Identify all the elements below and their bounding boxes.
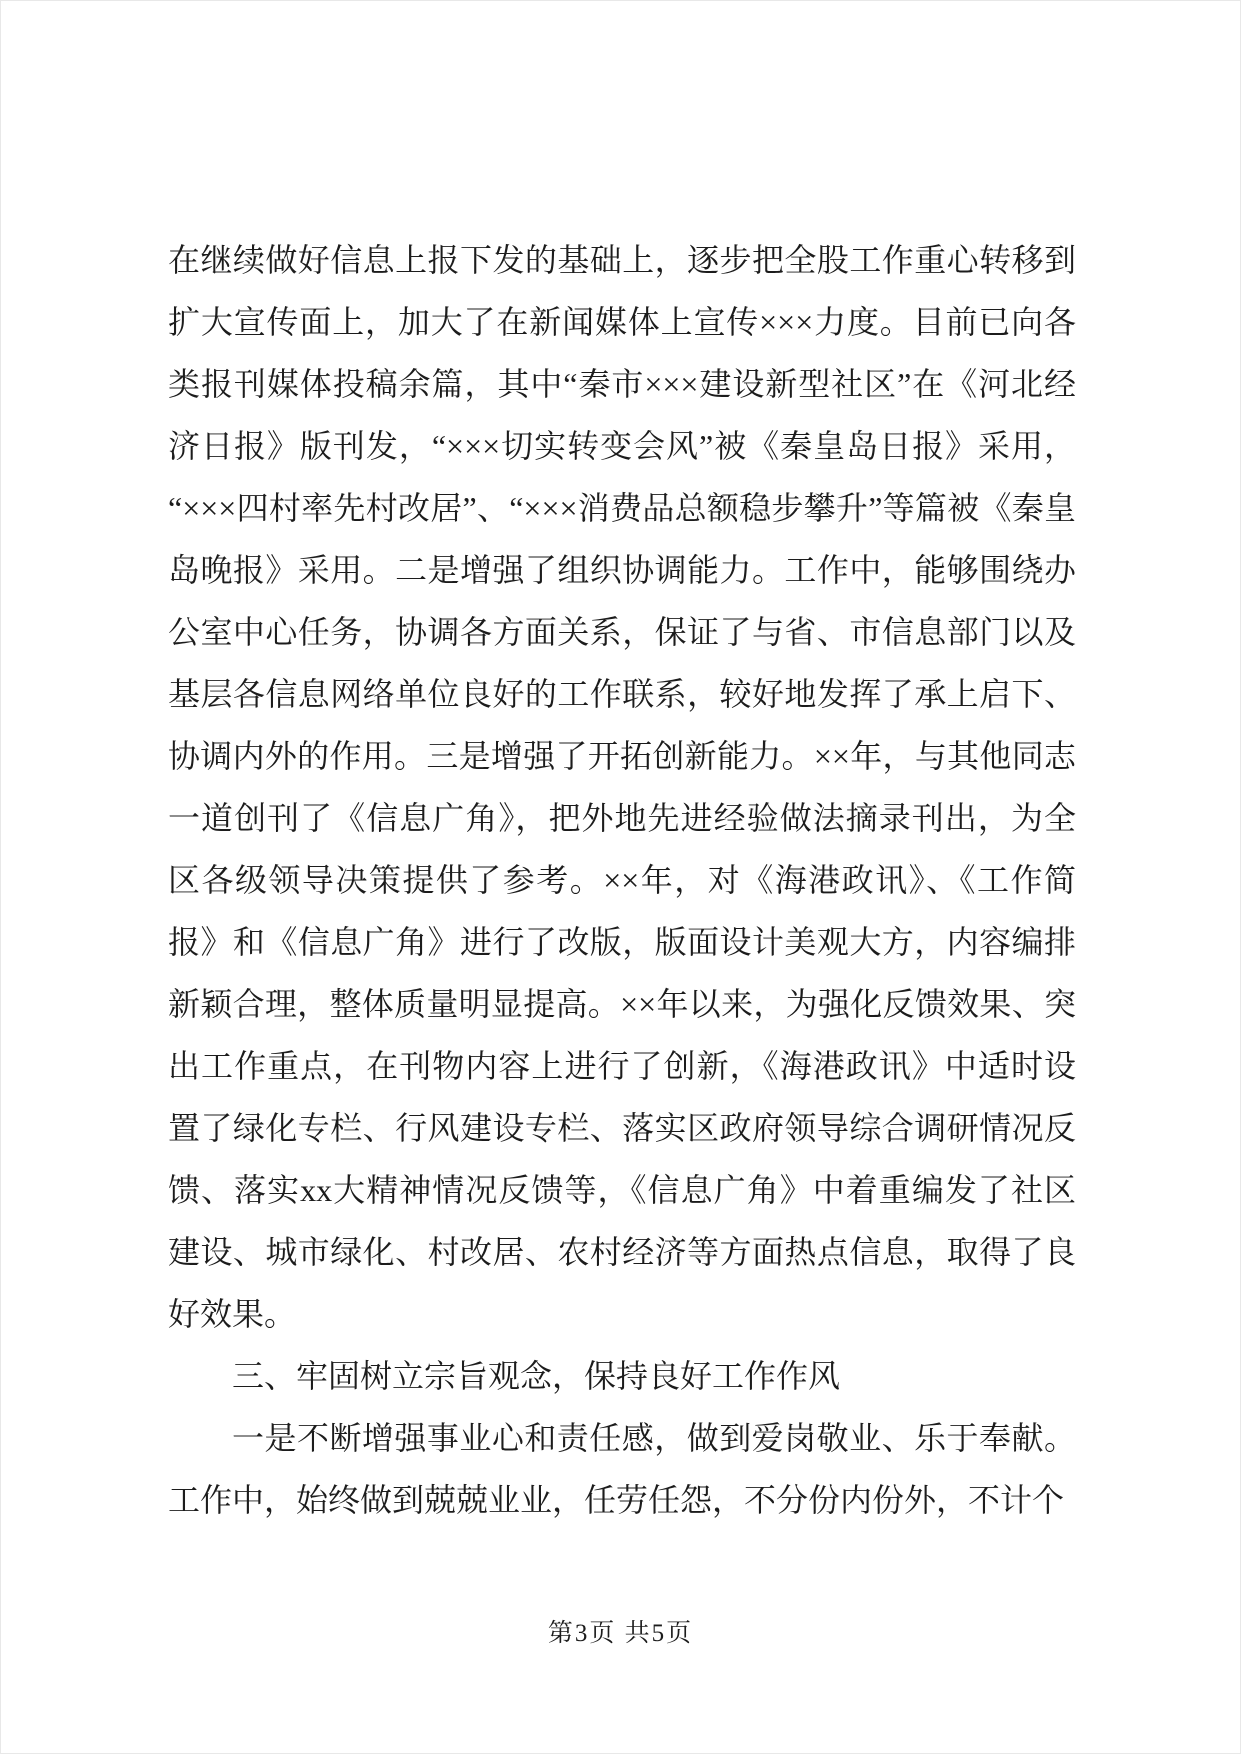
document-body <box>168 229 1076 1531</box>
body-paragraph-continuation: 在继续做好信息上报下发的基础上，逐步把全股工作重心转移到扩大宣传面上，加大了在新闻媒体上宣传×××力度。目前已向各类报刊媒体投稿余篇，其中“秦市×××建设新型社区”在《河北经济日报》版刊发，“×××切实转变会风”被《秦皇岛日报》采用，“×××四村率先村改居”、“×××消费品总额稳步攀升”等篇被《秦皇岛晚报》采用。二是增强了组织协调能力。工作中，能够围绕办公室中心任务，协调各方面关系，保证了与省、市信息部门以及基层各信息网络单位良好的工作联系，较好地发挥了承上启下、协调内外的作用。三是增强了开拓创新能力。××年，与其他同志一道创刊了《信息广角》，把外地先进经验做法摘录刊出，为全区各级领导决策提供了参考。××年，对《海港政讯》、《工作简报》和《信息广角》进行了改版，版面设计美观大方，内容编排新颖合理，整体质量明显提高。××年以来，为强化反馈效果、突出工作重点，在刊物内容上进行了创新，《海港政讯》中适时设置了绿化专栏、行风建设专栏、落实区政府领导综合调研情况反馈、落实xx大精神情况反馈等，《信息广角》中着重编发了社区建设、城市绿化、村改居、农村经济等方面热点信息，取得了良好效果。 <box>168 242 1076 1332</box>
page-footer <box>1 1613 1240 1649</box>
section-heading: 三、牢固树立宗旨观念，保持良好工作作风 <box>232 1358 841 1394</box>
page-number-label: 第3页 共5页 <box>547 1620 694 1647</box>
body-paragraph-truncated: 一是不断增强事业心和责任感，做到爱岗敬业、乐于奉献。工作中，始终做到兢兢业业，任劳任怨，不分份内份外，不计个 <box>168 1420 1076 1518</box>
